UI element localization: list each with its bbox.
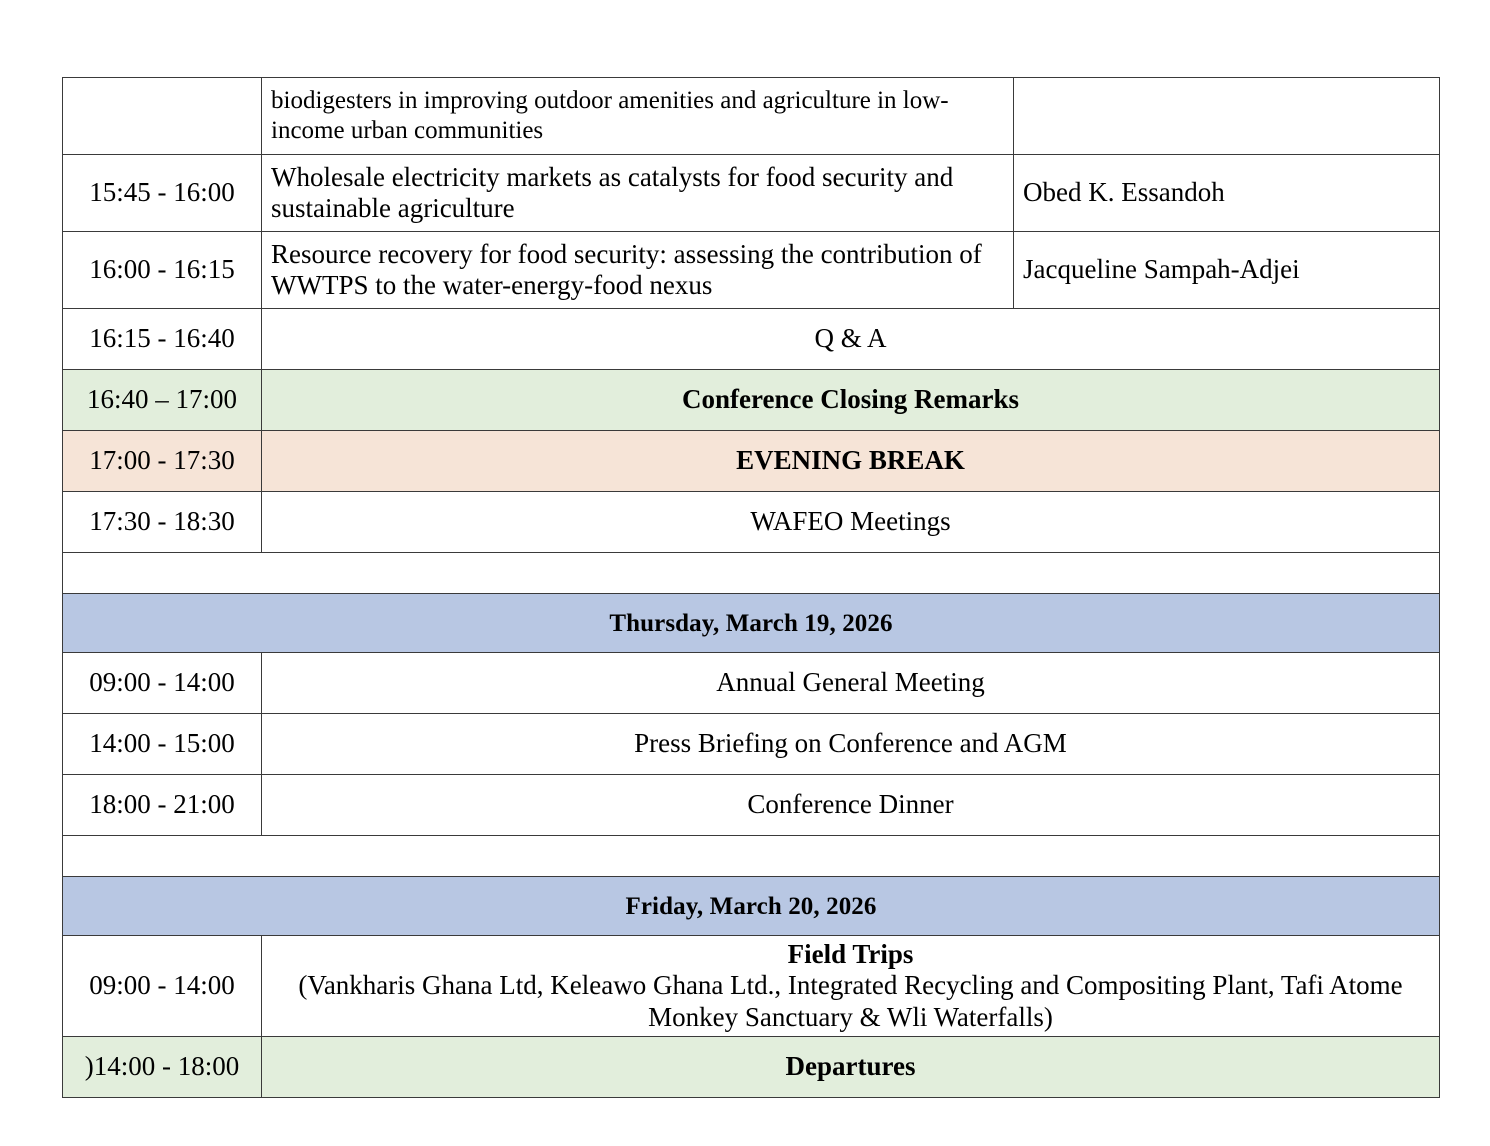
row-topic: biodigesters in improving outdoor amenities and agriculture in low-income urban communities — [262, 78, 1014, 155]
row-topic: Resource recovery for food security: assessing the contribution of WWTPS to the water-energy-food nexus — [262, 232, 1014, 309]
table-row-evening-break — [63, 431, 1440, 492]
row-time: 15:45 - 16:00 — [63, 155, 262, 232]
spacer-cell — [63, 836, 1440, 877]
table-row-conference-dinner — [63, 775, 1440, 836]
table-row — [63, 78, 1440, 155]
day-header-label: Friday, March 20, 2026 — [63, 877, 1440, 936]
field-trips-detail: (Vankharis Ghana Ltd, Keleawo Ghana Ltd., Integrated Recycling and Compositing Plant, Tafi Atome Monkey Sanctuary & Wli Waterfalls) — [298, 970, 1403, 1032]
row-time: 17:30 - 18:30 — [63, 492, 262, 553]
row-time: 17:00 - 17:30 — [63, 431, 262, 492]
table-spacer-row — [63, 836, 1440, 877]
day-header-label: Thursday, March 19, 2026 — [63, 594, 1440, 653]
table-row-field-trips — [63, 936, 1440, 1037]
row-label: Conference Dinner — [262, 775, 1440, 836]
row-time: 09:00 - 14:00 — [63, 653, 262, 714]
row-label: Conference Closing Remarks — [262, 370, 1440, 431]
table-spacer-row — [63, 553, 1440, 594]
row-time — [63, 78, 262, 155]
table-row — [63, 232, 1440, 309]
row-person — [1014, 78, 1440, 155]
table-row-closing-remarks — [63, 370, 1440, 431]
row-time: 14:00 - 15:00 — [63, 714, 262, 775]
row-time: 16:15 - 16:40 — [63, 309, 262, 370]
row-person: Jacqueline Sampah-Adjei — [1014, 232, 1440, 309]
row-time: )14:00 - 18:00 — [63, 1036, 262, 1097]
row-label: Q & A — [262, 309, 1440, 370]
table-row-departures — [63, 1036, 1440, 1097]
table-row — [63, 155, 1440, 232]
row-label: Departures — [262, 1036, 1440, 1097]
row-label: Annual General Meeting — [262, 653, 1440, 714]
row-time: 09:00 - 14:00 — [63, 936, 262, 1037]
row-time: 16:40 – 17:00 — [63, 370, 262, 431]
day-header-friday — [63, 877, 1440, 936]
field-trips-title: Field Trips — [787, 939, 914, 969]
table-row-wafeo-meetings — [63, 492, 1440, 553]
row-topic: Wholesale electricity markets as catalysts for food security and sustainable agriculture — [262, 155, 1014, 232]
row-time: 16:00 - 16:15 — [63, 232, 262, 309]
table-row-agm — [63, 653, 1440, 714]
row-label: Press Briefing on Conference and AGM — [262, 714, 1440, 775]
day-header-thursday — [63, 594, 1440, 653]
row-label: WAFEO Meetings — [262, 492, 1440, 553]
row-time: 18:00 - 21:00 — [63, 775, 262, 836]
row-person: Obed K. Essandoh — [1014, 155, 1440, 232]
table-row-qa — [63, 309, 1440, 370]
row-label: EVENING BREAK — [262, 431, 1440, 492]
table-row-press-briefing — [63, 714, 1440, 775]
conference-schedule-table — [62, 77, 1440, 1098]
row-label — [262, 936, 1440, 1037]
spacer-cell — [63, 553, 1440, 594]
